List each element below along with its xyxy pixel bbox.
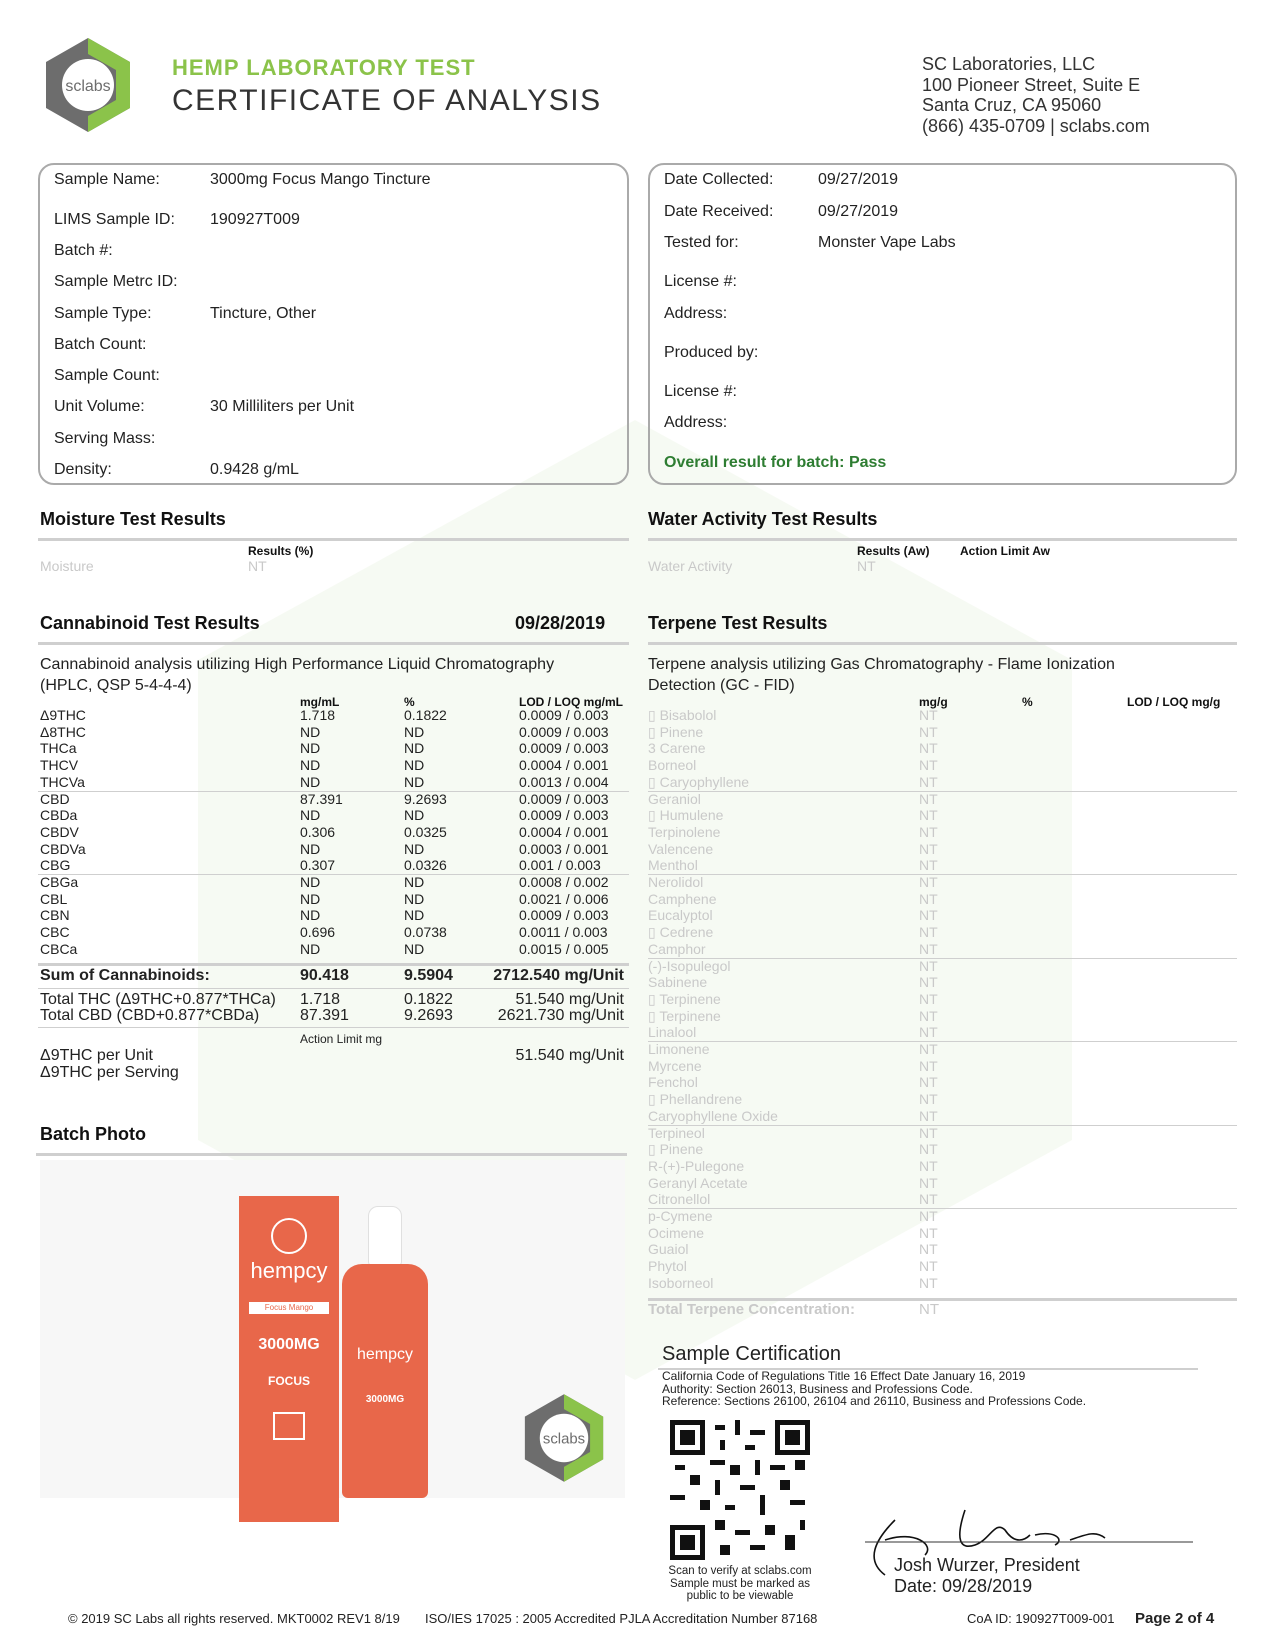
water-row-label: Water Activity [648,558,733,574]
terpene-value: NT [919,1091,938,1108]
row-group-divider [648,874,1237,875]
sample-value: 0.9428 g/mL [210,461,299,478]
terpene-rule [648,642,1237,645]
terpene-value: NT [919,857,938,874]
terpene-name: Valencene [648,840,714,857]
cannabinoid-description [40,654,554,696]
sample-value: Tincture, Other [210,305,317,322]
terpene-value: NT [919,807,938,824]
terpene-value: NT [919,1074,938,1091]
client-label: Tested for: [664,234,739,251]
terpene-value: NT [919,924,938,941]
sample-label: LIMS Sample ID: [54,211,175,228]
cannabinoid-mgml: 0.306 [300,823,336,840]
total-thc-label: Total THC (Δ9THC+0.877*THCa) [40,991,276,1008]
client-label: Date Received: [664,203,774,220]
terpene-name: Geraniol [648,790,701,807]
terpene-total-value: NT [919,1301,939,1318]
cannabinoid-name: CBDVa [40,840,86,857]
cannabinoid-lod: 0.0013 / 0.004 [519,773,609,790]
row-group-divider [648,1208,1237,1209]
cannabinoid-pct: ND [404,940,425,957]
cannabinoid-lod: 0.0009 / 0.003 [519,790,609,807]
cannabinoid-mgml: ND [300,840,321,857]
water-activity-rule [648,538,1237,541]
cannabinoid-col-lod: LOD / LOQ mg/mL [519,695,623,709]
sample-value: 30 Milliliters per Unit [210,398,355,415]
terpene-col-lod: LOD / LOQ mg/g [1127,695,1221,709]
cannabinoid-name: CBG [40,857,71,874]
qr-caption-line: Scan to verify at sclabs.com [668,1565,812,1577]
terpene-value: NT [919,1007,938,1024]
sample-label: Sample Type: [54,305,152,322]
terpene-name: ▯ Humulene [648,807,724,824]
terpene-name: ▯ Terpinene [648,990,721,1007]
cannabinoid-lod: 0.0008 / 0.002 [519,874,609,890]
terpene-name: Myrcene [648,1057,702,1074]
row-group-divider [648,791,1237,792]
cannabinoid-name: THCa [40,740,77,757]
terpene-value: NT [919,990,938,1007]
cannabinoid-name: Δ8THC [40,723,86,740]
client-info-box [648,163,1237,485]
svg-text:sclabs: sclabs [542,1431,586,1448]
total-thc-unit: 51.540 mg/Unit [515,991,624,1008]
terpene-name: Fenchol [648,1074,698,1091]
cannabinoid-mgml: 0.307 [300,857,336,874]
terpene-name: Citronellol [648,1191,711,1208]
footer-copyright: © 2019 SC Labs all rights reserved. MKT0002 REV1 8/19 [68,1611,400,1626]
terpene-name: Menthol [648,857,698,874]
cannabinoid-mgml: ND [300,723,321,740]
cannabinoid-mgml: 1.718 [300,707,336,723]
cannabinoid-pct: ND [404,723,425,740]
terpene-value: NT [919,940,938,957]
client-label: License #: [664,383,737,400]
row-group-divider [648,1125,1237,1126]
terpene-value: NT [919,1024,938,1041]
sclabs-logo-small [523,1392,605,1484]
batch-photo-title: Batch Photo [40,1124,146,1144]
report-type: HEMP LABORATORY TEST [172,55,476,80]
cannabinoid-pct: 0.1822 [404,707,447,723]
cannabinoid-name: CBD [40,790,70,807]
terpene-value: NT [919,907,938,924]
client-value: 09/27/2019 [818,171,899,188]
terpene-col-mgg: mg/g [919,695,948,709]
cannabinoid-lod: 0.0003 / 0.001 [519,840,609,857]
terpene-name: Sabinene [648,974,708,991]
sample-value: 3000mg Focus Mango Tincture [210,171,431,188]
client-label: Produced by: [664,344,759,361]
cannabinoid-name: CBCa [40,940,78,957]
water-row-value: NT [857,558,876,574]
cannabinoid-title: Cannabinoid Test Results [40,613,260,633]
terpene-col-pct: % [1022,695,1033,709]
terpene-description [648,654,1115,696]
terpene-name: Camphene [648,890,717,907]
sample-label: Serving Mass: [54,430,156,447]
lab-city: Santa Cruz, CA 95060 [922,95,1102,115]
terpene-name: Phytol [648,1258,687,1275]
cannabinoid-desc-line: (HPLC, QSP 5-4-4-4) [40,677,192,694]
certification-line: Reference: Sections 26100, 26104 and 26110, Business and Professions Code. [662,1394,1087,1408]
terpene-name: Limonene [648,1041,710,1057]
terpene-name: Borneol [648,757,697,774]
certification-line: California Code of Regulations Title 16 Effect Date January 16, 2019 [662,1369,1026,1383]
moisture-row-value: NT [248,558,267,574]
terpene-name: Linalool [648,1024,697,1041]
certification-line: Authority: Section 26013, Business and Professions Code. [662,1381,973,1396]
cannabinoid-name: CBGa [40,874,79,890]
terpene-name: p-Cymene [648,1208,713,1224]
per-unit-value: 51.540 mg/Unit [515,1047,624,1064]
cannabinoid-mgml: ND [300,890,321,907]
qr-code[interactable] [670,1420,810,1560]
cannabinoid-rule [38,642,629,645]
terpene-name: Eucalyptol [648,907,713,924]
moisture-col-header: Results (%) [248,544,314,558]
terpene-value: NT [919,1224,938,1241]
lab-address [922,54,1150,136]
sclabs-logo [44,36,132,134]
terpene-value: NT [919,773,938,790]
dropper-cap [368,1206,402,1266]
qr-caption-line: public to be viewable [686,1590,794,1602]
per-serving-label: Δ9THC per Serving [40,1064,179,1081]
box-flavor: Focus Mango [249,1302,329,1314]
terpene-name: ▯ Terpinene [648,1007,721,1024]
cannabinoid-date: 09/28/2019 [515,613,606,633]
terpene-name: ▯ Phellandrene [648,1091,743,1108]
cannabinoid-mgml: ND [300,740,321,757]
cannabinoid-col-pct: % [404,695,415,709]
cannabinoid-mgml: ND [300,874,321,890]
cannabinoid-pct: ND [404,874,425,890]
svg-text:sclabs: sclabs [65,78,111,95]
cannabinoid-name: THCV [40,757,79,774]
cannabinoid-pct: ND [404,890,425,907]
total-cbd-label: Total CBD (CBD+0.877*CBDa) [40,1007,260,1024]
terpene-value: NT [919,757,938,774]
water-activity-title: Water Activity Test Results [648,509,878,529]
terpene-name: ▯ Caryophyllene [648,773,750,790]
cannabinoid-name: CBDV [40,823,79,840]
terpene-title: Terpene Test Results [648,613,828,633]
terpene-desc-line: Terpene analysis utilizing Gas Chromatography - Flame Ionization [648,656,1115,673]
terpene-value: NT [919,974,938,991]
batch-photo [40,1160,625,1498]
total-cbd-mgml: 87.391 [300,1007,349,1024]
cannabinoid-name: Δ9THC [40,707,86,723]
certification-title: Sample Certification [662,1343,841,1365]
overall-result: Overall result for batch: Pass [664,454,887,471]
cannabinoid-pct: 0.0326 [404,857,447,874]
sign-date: Date: 09/28/2019 [894,1576,1033,1596]
cannabinoid-pct: 0.0738 [404,924,447,941]
cannabinoid-name: CBL [40,890,68,907]
cannabinoid-lod: 0.0011 / 0.003 [519,924,608,941]
terpene-desc-line: Detection (GC - FID) [648,677,795,694]
box-focus: FOCUS [268,1374,310,1388]
cannabinoid-lod: 0.0004 / 0.001 [519,823,609,840]
terpene-name: R-(+)-Pulegone [648,1157,745,1174]
cannabinoid-lod: 0.0009 / 0.003 [519,740,609,757]
terpene-name: Nerolidol [648,874,704,890]
client-label: Address: [664,414,728,431]
sample-info-box [38,163,629,485]
cannabinoid-lod: 0.0009 / 0.003 [519,723,609,740]
sample-label: Batch #: [54,242,113,259]
cannabinoid-mgml: ND [300,940,321,957]
sample-label: Density: [54,461,112,478]
cannabinoid-pct: 0.0325 [404,823,447,840]
signer-name: Josh Wurzer, President [894,1555,1080,1575]
cannabinoid-pct: ND [404,907,425,924]
terpene-value: NT [919,1191,938,1208]
terpene-value: NT [919,1157,938,1174]
action-limit-header: Action Limit mg [300,1032,383,1046]
terpene-value: NT [919,1274,938,1291]
sample-value: 190927T009 [210,211,300,228]
batch-photo-rule [36,1153,627,1156]
cannabinoid-lod: 0.0009 / 0.003 [519,907,609,924]
terpene-value: NT [919,1208,938,1224]
total-cbd-unit: 2621.730 mg/Unit [497,1007,624,1024]
sum-label: Sum of Cannabinoids: [40,967,210,984]
cannabinoid-lod: 0.0009 / 0.003 [519,707,609,723]
certification-text [662,1370,1086,1408]
terpene-value: NT [919,1141,938,1158]
product-bottle [342,1264,428,1498]
cannabinoid-name: CBC [40,924,70,941]
cannabinoid-pct: ND [404,773,425,790]
total-thc-pct: 0.1822 [404,991,453,1008]
cannabinoid-mgml: 87.391 [300,790,343,807]
total-thc-mgml: 1.718 [300,991,341,1008]
sum-mgml: 90.418 [300,967,349,984]
water-col-results: Results (Aw) [857,544,930,558]
lab-contact: (866) 435-0709 | sclabs.com [922,115,1150,136]
cannabinoid-pct: 9.2693 [404,790,447,807]
product-box [239,1196,339,1522]
box-badge [273,1412,305,1440]
terpene-name: Guaiol [648,1241,689,1258]
cannabinoid-mgml: ND [300,807,321,824]
terpene-value: NT [919,1107,938,1124]
terpene-value: NT [919,1174,938,1191]
moisture-row-label: Moisture [40,558,94,574]
footer-page: Page 2 of 4 [1135,1610,1215,1627]
cannabinoid-lod: 0.0021 / 0.006 [519,890,609,907]
terpene-name: Ocimene [648,1224,705,1241]
terpene-value: NT [919,790,938,807]
cannabinoid-mgml: 0.696 [300,924,336,941]
box-mg: 3000MG [258,1336,320,1353]
cannabinoid-pct: ND [404,740,425,757]
box-brand: hempcy [250,1258,328,1283]
per-unit-label: Δ9THC per Unit [40,1047,153,1064]
terpene-value: NT [919,823,938,840]
cannabinoid-mgml: ND [300,757,321,774]
cannabinoid-pct: ND [404,807,425,824]
sample-label: Batch Count: [54,336,147,353]
sum-rule [38,963,629,966]
terpene-name: Terpinolene [648,823,721,840]
moisture-rule [38,538,629,541]
cannabinoid-lod: 0.001 / 0.003 [519,857,601,874]
client-value: 09/27/2019 [818,203,899,220]
terpene-value: NT [919,707,938,723]
report-title: CERTIFICATE OF ANALYSIS [172,84,602,117]
cannabinoid-lod: 0.0004 / 0.001 [519,757,609,774]
cannabinoid-name: THCVa [40,773,85,790]
terpene-value: NT [919,1057,938,1074]
terpene-name: Camphor [648,940,706,957]
sample-label: Sample Metrc ID: [54,273,178,290]
footer-coa-id: CoA ID: 190927T009-001 [967,1611,1115,1626]
cannabinoid-pct: ND [404,757,425,774]
sum-pct: 9.5904 [404,967,453,984]
terpene-name: ▯ Bisabolol [648,707,717,723]
lab-street: 100 Pioneer Street, Suite E [922,74,1141,95]
bottle-mg: 3000MG [365,1394,405,1405]
terpene-value: NT [919,840,938,857]
footer-accreditation: ISO/IES 17025 : 2005 Accredited PJLA Accreditation Number 87168 [425,1611,818,1626]
total-cbd-pct: 9.2693 [404,1007,453,1024]
sum-divider [38,988,629,989]
terpene-name: Geranyl Acetate [648,1174,748,1191]
cannabinoid-mgml: ND [300,773,321,790]
qr-caption [652,1565,828,1603]
cannabinoid-mgml: ND [300,907,321,924]
terpene-value: NT [919,1124,938,1141]
terpene-name: Isoborneol [648,1274,714,1291]
hemp-leaf-icon [271,1218,307,1254]
terpene-name: ▯ Cedrene [648,924,714,941]
terpene-value: NT [919,723,938,740]
client-label: Address: [664,305,728,322]
lab-name: SC Laboratories, LLC [922,54,1096,74]
terpene-value: NT [919,1041,938,1057]
cannabinoid-name: CBN [40,907,70,924]
terpene-name: Caryophyllene Oxide [648,1107,778,1124]
cannabinoid-desc-line: Cannabinoid analysis utilizing High Performance Liquid Chromatography [40,656,555,673]
cannabinoid-lod: 0.0009 / 0.003 [519,807,609,824]
terpene-name: Terpineol [648,1124,705,1141]
terpene-name: ▯ Pinene [648,1141,704,1158]
terpene-name: ▯ Pinene [648,723,704,740]
bottle-brand: hempcy [356,1346,414,1363]
terpene-value: NT [919,1241,938,1258]
row-group-divider [648,958,1237,959]
terpene-total-label: Total Terpene Concentration: [648,1301,855,1318]
cannabinoid-lod: 0.0015 / 0.005 [519,940,609,957]
sample-label: Sample Count: [54,367,160,384]
cannabinoid-col-mgml: mg/mL [300,695,340,709]
row-group-divider [648,1041,1237,1042]
client-label: License #: [664,273,737,290]
terpene-value: NT [919,890,938,907]
terpene-name: (-)-Isopulegol [648,957,731,974]
terpene-value: NT [919,957,938,974]
sum-unit: 2712.540 mg/Unit [493,967,624,984]
client-value: Monster Vape Labs [818,234,956,251]
water-col-limit: Action Limit Aw [960,544,1050,558]
cannabinoid-name: CBDa [40,807,78,824]
qr-caption-line: Sample must be marked as [670,1577,810,1590]
moisture-title: Moisture Test Results [40,509,226,529]
totals-divider [38,1027,629,1028]
terpene-value: NT [919,1258,938,1275]
terpene-value: NT [919,740,938,757]
cannabinoid-pct: ND [404,840,425,857]
terpene-name: 3 Carene [648,740,706,757]
sample-label: Sample Name: [54,171,160,188]
terpene-value: NT [919,874,938,890]
sample-label: Unit Volume: [54,398,145,415]
client-label: Date Collected: [664,171,774,188]
